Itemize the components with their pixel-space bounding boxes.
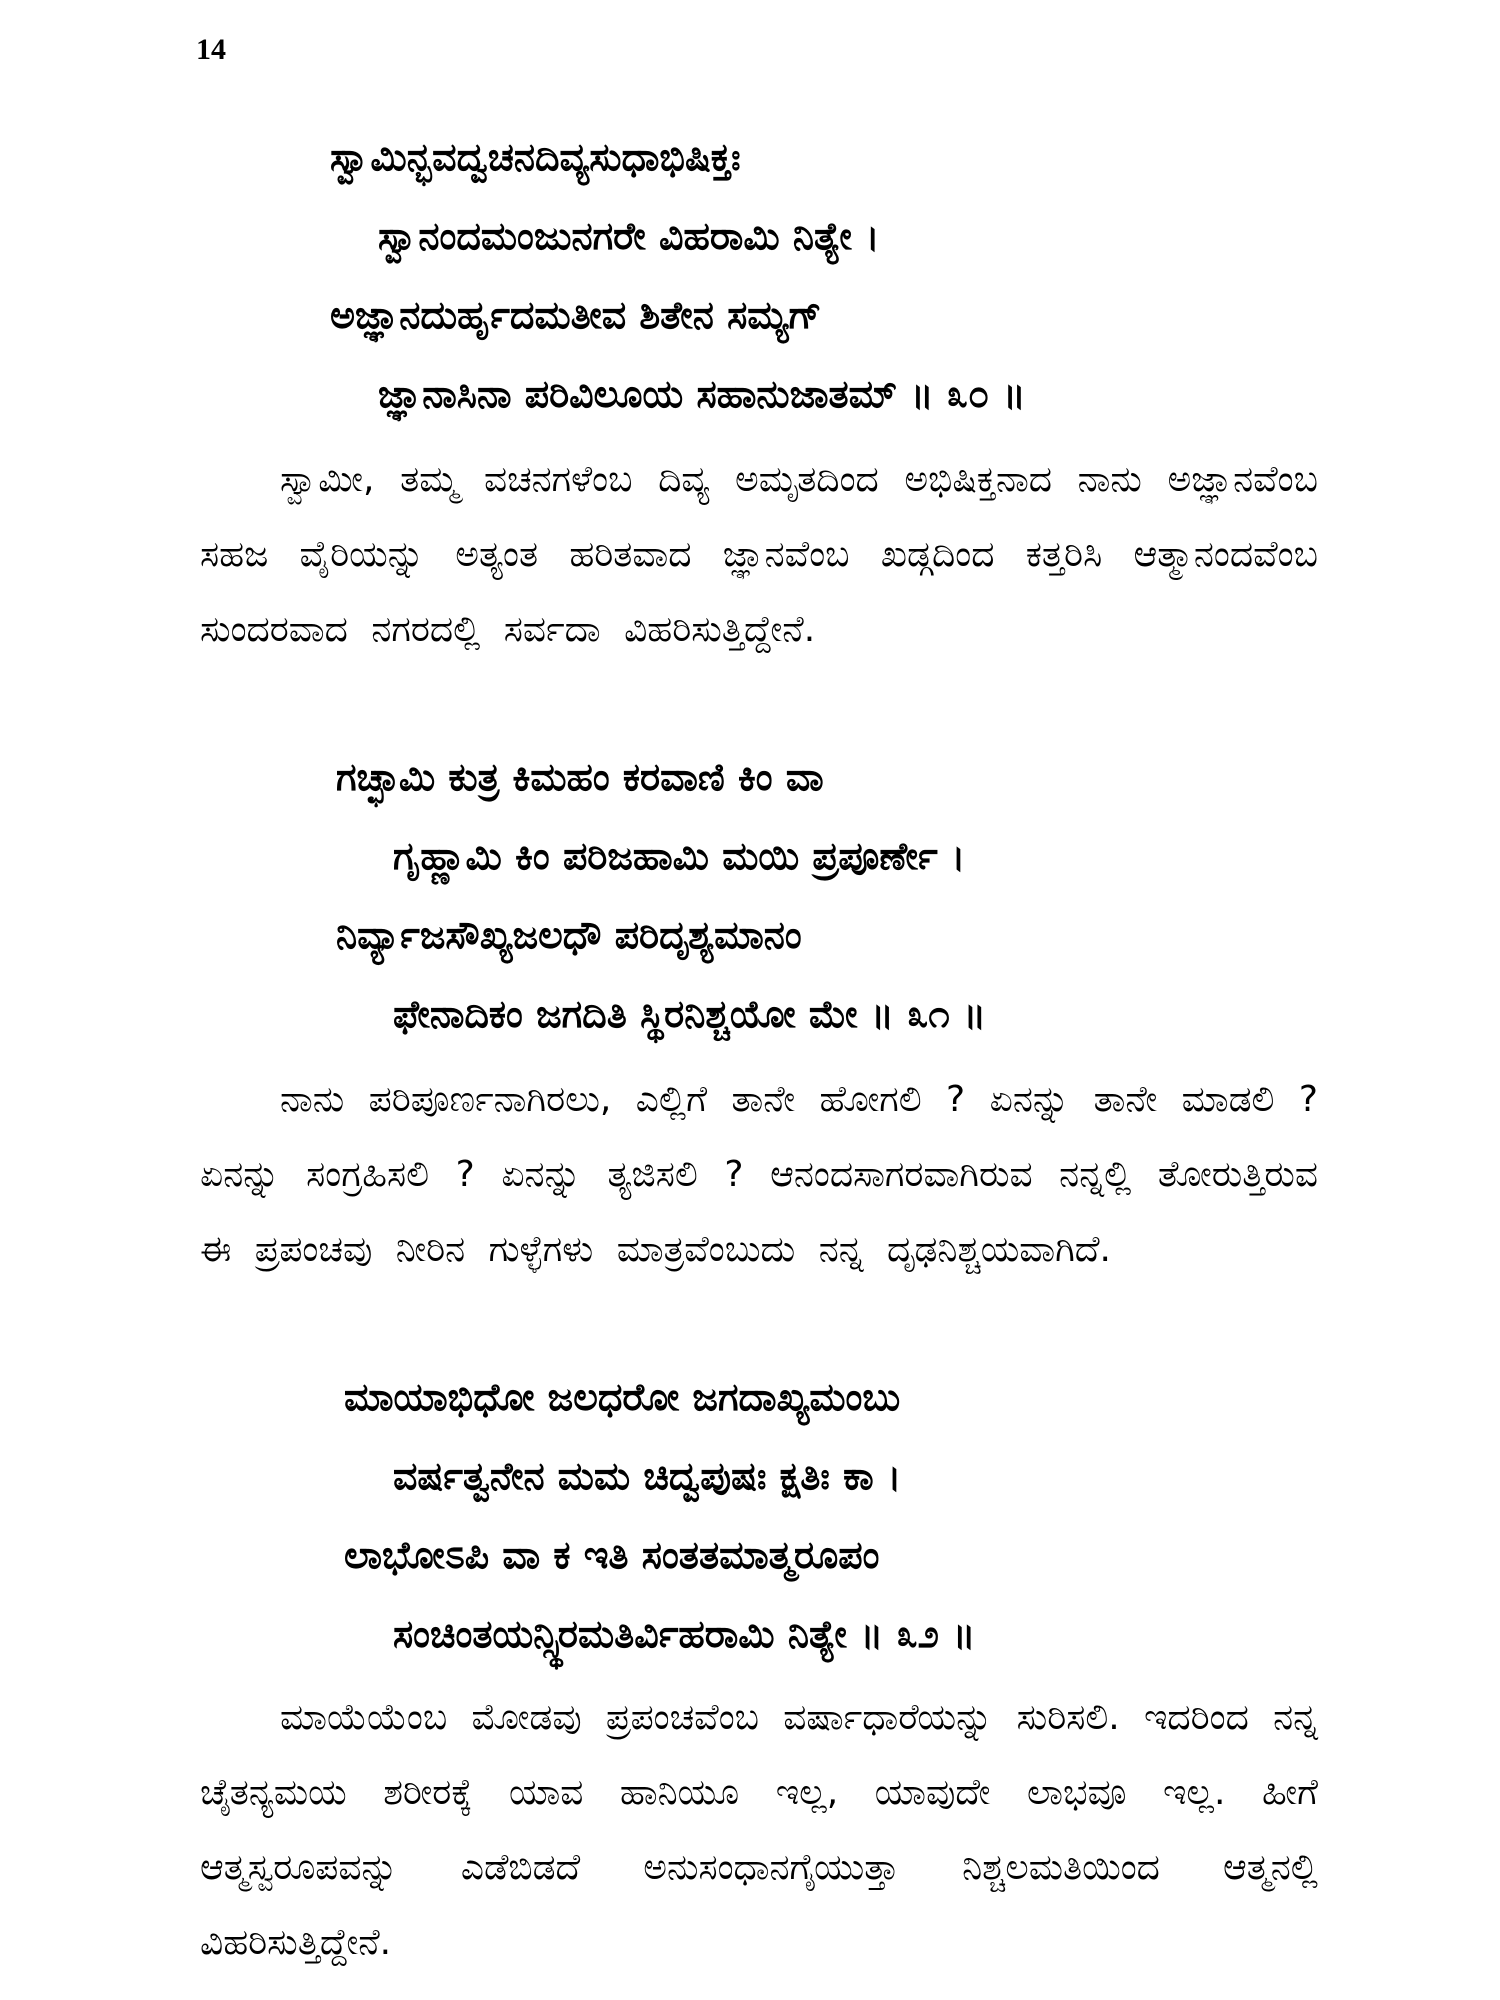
page-number: 14 bbox=[196, 33, 226, 66]
verse-line: ಗೃಹ್ಣಾಮಿ ಕಿಂ ಪರಿಜಹಾಮಿ ಮಯಿ ಪ್ರಪೂರ್ಣೇ । bbox=[393, 834, 966, 878]
verse-line: ನಿರ್ವ್ಯಾಜಸೌಖ್ಯಜಲಧೌ ಪರಿದೃಶ್ಯಮಾನಂ bbox=[336, 913, 802, 957]
verse-line: ಸಂಚಿಂತಯನ್ಸ್ಥಿರಮತಿರ್ವಿಹರಾಮಿ ನಿತ್ಯೇ ॥ ೩೨ ॥ bbox=[393, 1612, 976, 1656]
translation-paragraph: ನಾನು ಪರಿಪೂರ್ಣನಾಗಿರಲು, ಎಲ್ಲಿಗೆ ತಾನೇ ಹೋಗಲಿ ? ಏನನ್ನು ತಾನೇ ಮಾಡಲಿ ? ಏನನ್ನು ಸಂಗ್ರಹಿಸಲಿ ? ಏನನ್ನು ತ್ಯಜಿಸಲಿ ? ಆನಂದಸಾಗರವಾಗಿರುವ ನನ್ನಲ್ಲಿ ತೋರುತ್ತಿರುವ ಈ ಪ್ರಪಂಚವು ನೀರಿನ ಗುಳ್ಳೆಗಳು ಮಾತ್ರವೆಂಬುದು ನನ್ನ ದೃಢನಿಶ್ಚಯವಾಗಿದೆ. bbox=[200, 1079, 1318, 1270]
verse-line: ಸ್ವಾಮಿನ್ಭವದ್ವಚನದಿವ್ಯಸುಧಾಭಿಷಿಕ್ತಃ bbox=[330, 135, 741, 179]
verse-line: ಜ್ಞಾನಾಸಿನಾ ಪರಿವಿಲೂಯ ಸಹಾನುಜಾತಮ್ ॥ ೩೦ ॥ bbox=[378, 372, 1026, 416]
verse-line: ಮಾಯಾಭಿಧೋ ಜಲಧರೋ ಜಗದಾಖ್ಯಮಂಬು bbox=[344, 1375, 901, 1419]
verse-line: ಲಾಭೋಽಪಿ ವಾ ಕ ಇತಿ ಸಂತತಮಾತ್ಮರೂಪಂ bbox=[344, 1533, 880, 1577]
translation-paragraph: ಸ್ವಾಮೀ, ತಮ್ಮ ವಚನಗಳೆಂಬ ದಿವ್ಯ ಅಮೃತದಿಂದ ಅಭಿಷಿಕ್ತನಾದ ನಾನು ಅಜ್ಞಾನವೆಂಬ ಸಹಜ ವೈರಿಯನ್ನು ಅತ್ಯಂತ ಹರಿತವಾದ ಜ್ಞಾನವೆಂಬ ಖಡ್ಗದಿಂದ ಕತ್ತರಿಸಿ ಆತ್ಮಾನಂದವೆಂಬ ಸುಂದರವಾದ ನಗರದಲ್ಲಿ ಸರ್ವದಾ ವಿಹರಿಸುತ್ತಿದ್ದೇನೆ. bbox=[200, 459, 1318, 650]
verse-line: ಅಜ್ಞಾನದುರ್ಹೃದಮತೀವ ಶಿತೇನ ಸಮ್ಯಗ್ bbox=[330, 293, 822, 337]
verse-line: ಸ್ವಾನಂದಮಂಜುನಗರೇ ವಿಹರಾಮಿ ನಿತ್ಯೇ । bbox=[378, 214, 880, 258]
verse-line: ಫೇನಾದಿಕಂ ಜಗದಿತಿ ಸ್ಥಿರನಿಶ್ಚಯೋ ಮೇ ॥ ೩೧ ॥ bbox=[393, 992, 987, 1036]
verse-line: ವರ್ಷತ್ವನೇನ ಮಮ ಚಿದ್ವಪುಷಃ ಕ್ಷತಿಃ ಕಾ । bbox=[393, 1454, 902, 1498]
translation-paragraph: ಮಾಯೆಯೆಂಬ ಮೋಡವು ಪ್ರಪಂಚವೆಂಬ ವರ್ಷಾಧಾರೆಯನ್ನು ಸುರಿಸಲಿ. ಇದರಿಂದ ನನ್ನ ಚೈತನ್ಯಮಯ ಶರೀರಕ್ಕೆ ಯಾವ ಹಾನಿಯೂ ಇಲ್ಲ, ಯಾವುದೇ ಲಾಭವೂ ಇಲ್ಲ. ಹೀಗೆ ಆತ್ಮಸ್ವರೂಪವನ್ನು ಎಡೆಬಿಡದೆ ಅನುಸಂಧಾನಗೈಯುತ್ತಾ ನಿಶ್ಚಲಮತಿಯಿಂದ ಆತ್ಮನಲ್ಲಿ ವಿಹರಿಸುತ್ತಿದ್ದೇನೆ. bbox=[200, 1697, 1318, 1963]
verse-line: ಗಚ್ಛಾಮಿ ಕುತ್ರ ಕಿಮಹಂ ಕರವಾಣಿ ಕಿಂ ವಾ bbox=[336, 755, 824, 799]
